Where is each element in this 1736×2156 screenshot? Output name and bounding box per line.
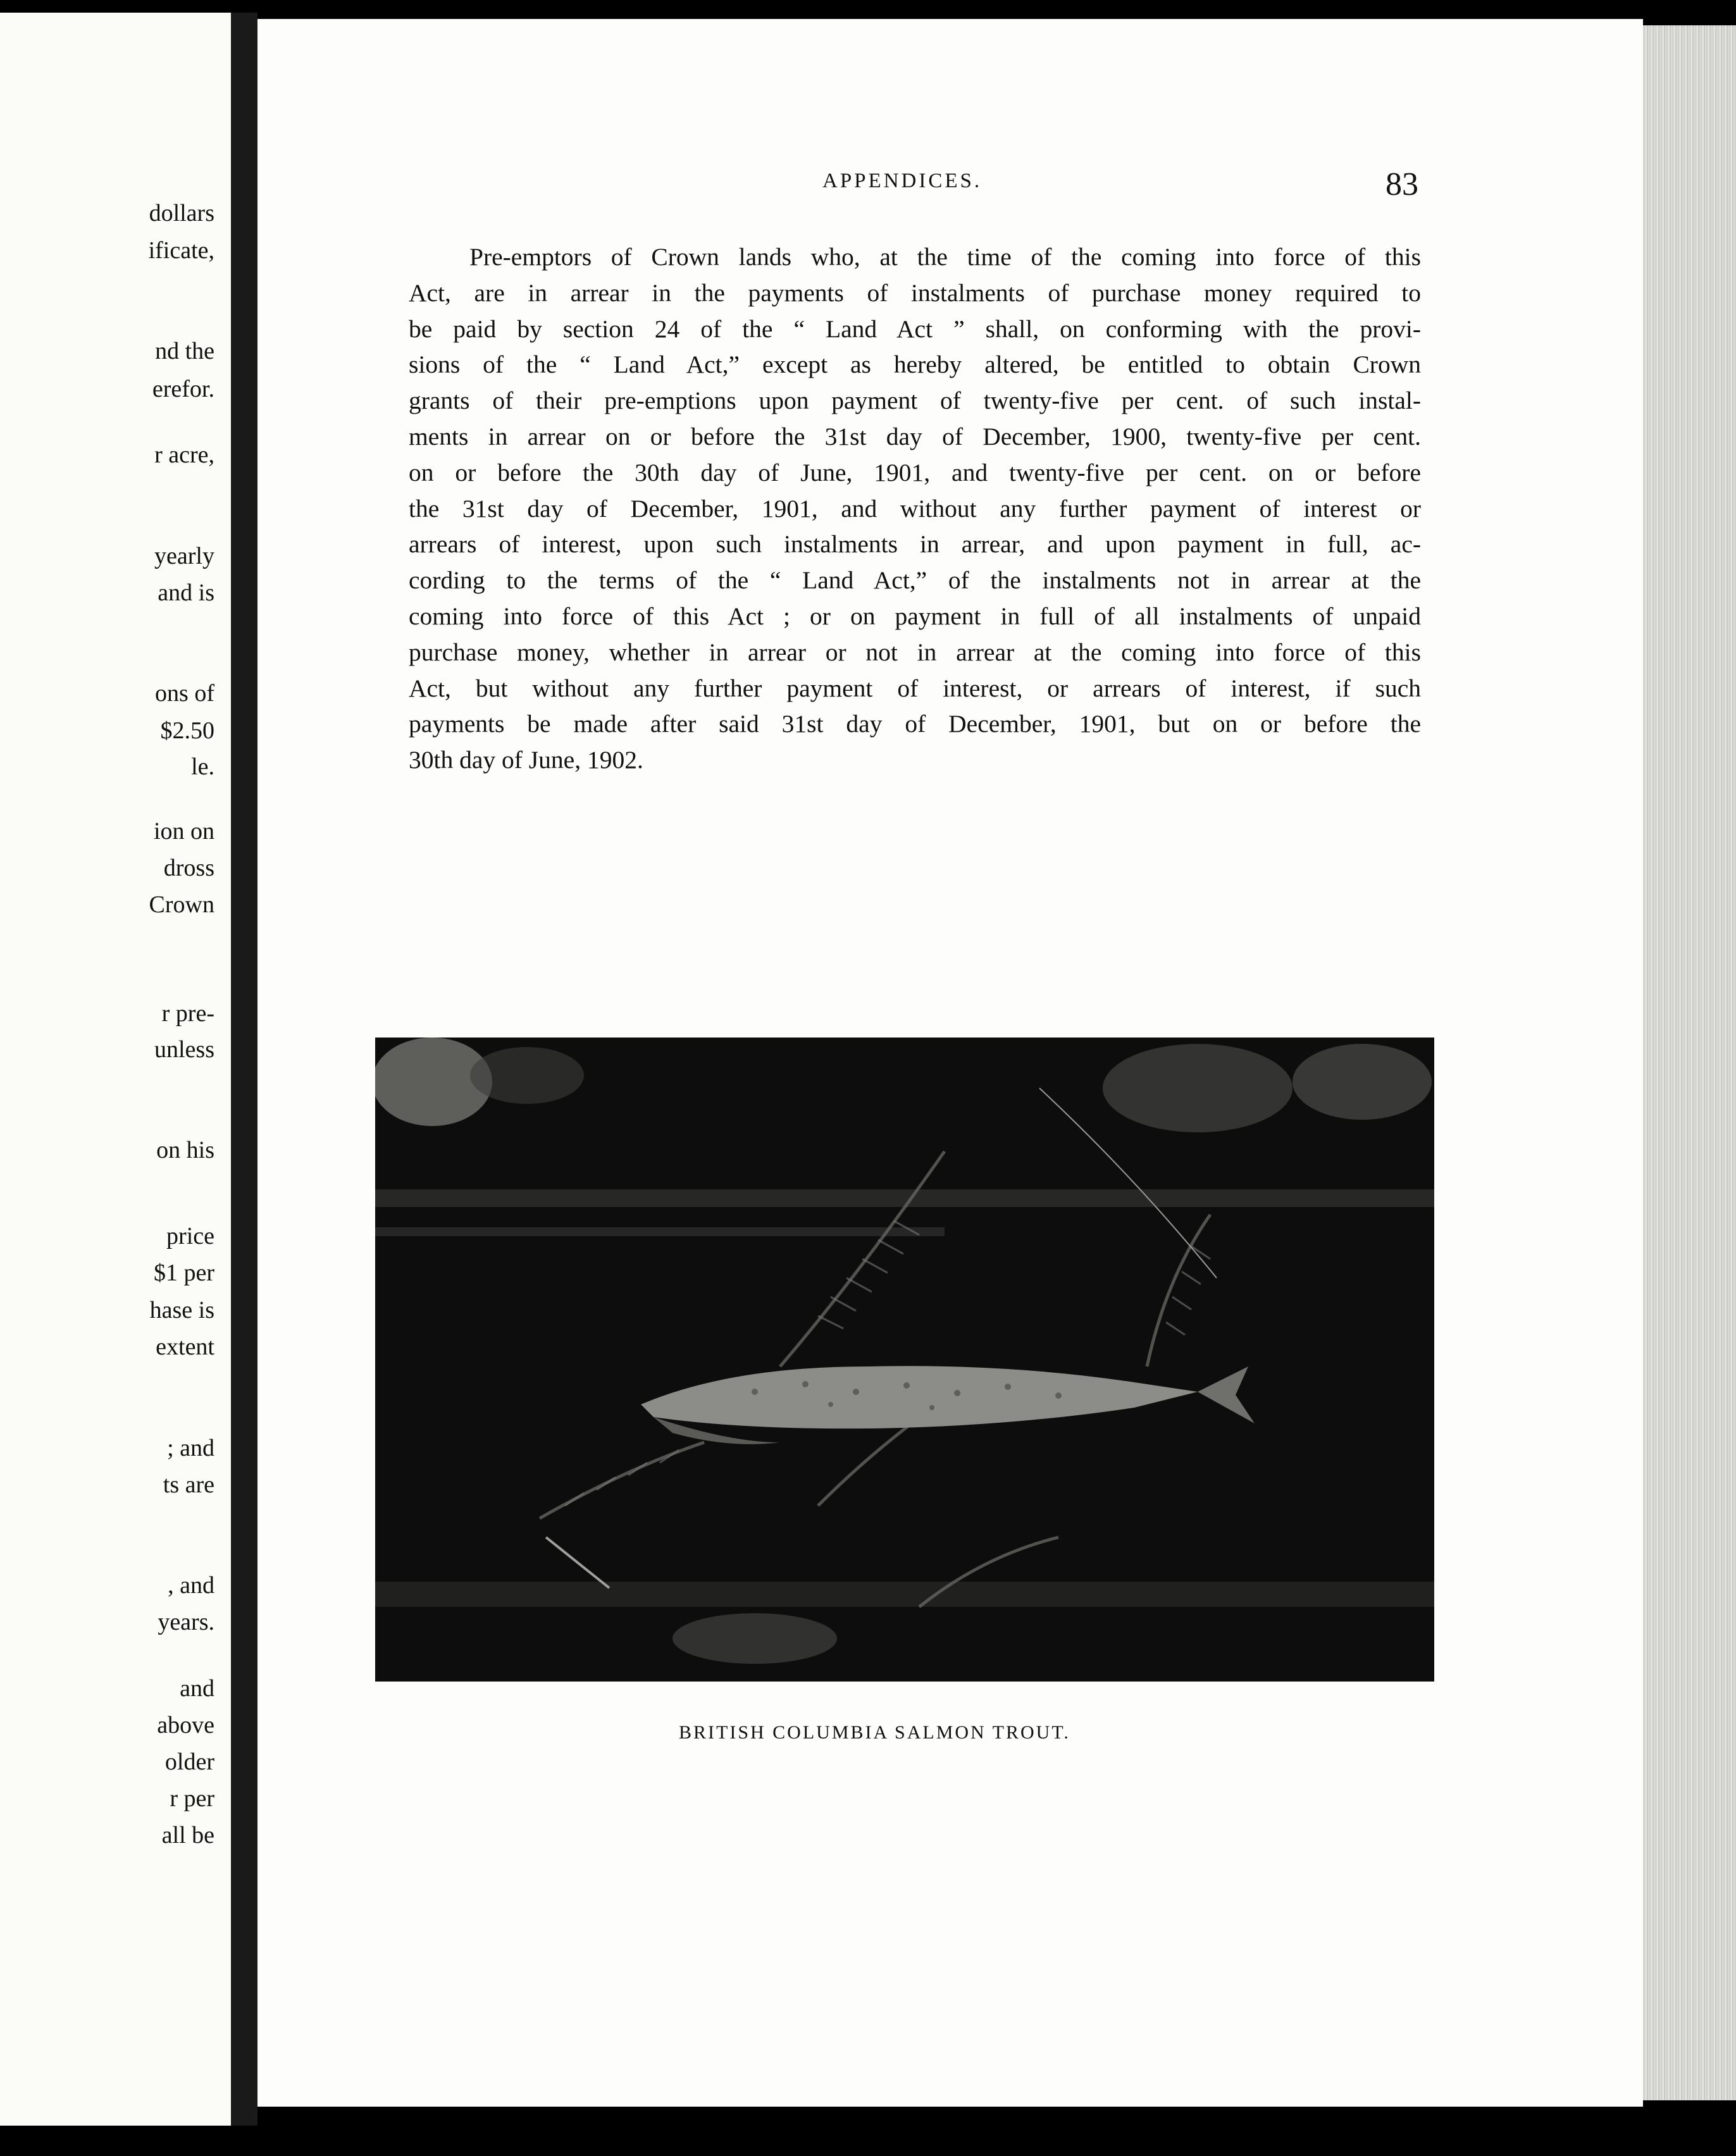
text-line: payments be made after said 31st day of December, 1901, but on or before the [409,710,1421,738]
text-line: sions of the “ Land Act,” except as hereby altered, be entitled to obtain Crown [409,350,1421,379]
book-spine [231,13,257,2126]
left-page-text-fragment: erefor. [152,376,214,402]
left-page-text-fragment: above [157,1712,214,1738]
left-page-text-fragment: years. [158,1609,214,1635]
running-head: APPENDICES. [822,170,983,192]
text-line: grants of their pre-emptions upon payment of twenty-five per cent. of such instal- [409,387,1421,415]
salmon-trout-photograph [375,1038,1434,1682]
text-line: cording to the terms of the “ Land Act,” of the instalments not in arrear at the [409,566,1421,595]
text-line: Pre-emptors of Crown lands who, at the time of the coming into force of this [469,243,1421,271]
left-page-text-fragment: ts are [163,1471,214,1498]
text-line: purchase money, whether in arrear or not in arrear at the coming into force of this [409,638,1421,666]
left-page-text-fragment: , and [168,1572,214,1599]
left-page-text-fragment: unless [154,1036,214,1063]
left-page-text-fragment: and [180,1675,214,1702]
left-page-text-fragment: dross [163,855,214,881]
left-page-text-fragment: le. [191,753,214,780]
left-page-text-fragment: dollars [149,200,214,226]
left-page-text-fragment: $1 per [153,1260,214,1286]
previous-page-fragment [0,13,231,2126]
page-edges [1643,25,1736,2100]
body-paragraph [409,239,1421,778]
text-line: ments in arrear on or before the 31st day of December, 1900, twenty-five per cent. [409,422,1421,450]
text-line: coming into force of this Act ; or on payment in full of all instalments of unpaid [409,602,1421,630]
left-page-text-fragment: ificate, [148,237,214,264]
left-page-text-fragment: nd the [155,338,214,364]
text-line: 30th day of June, 1902. [409,746,643,774]
text-line: Act, are in arrear in the payments of instalments of purchase money required to [409,278,1421,307]
text-line: Act, but without any further payment of interest, or arrears of interest, if such [409,674,1421,702]
left-page-text-fragment: $2.50 [160,717,214,744]
figure-caption: BRITISH COLUMBIA SALMON TROUT. [679,1722,1070,1743]
left-page-text-fragment: hase is [149,1297,214,1323]
left-page-text-fragment: extent [156,1334,214,1360]
left-page-text-fragment: r acre, [154,442,214,468]
left-page-text-fragment: ons of [155,680,214,707]
photo-illustration [375,1038,1434,1682]
left-page-text-fragment: and is [158,579,214,606]
text-line: arrears of interest, upon such instalments in arrear, and upon payment in full, ac- [409,530,1421,559]
left-page-text-fragment: ; and [167,1435,214,1461]
left-page-text-fragment: price [166,1223,214,1249]
text-line: the 31st day of December, 1901, and without any further payment of interest or [409,494,1421,523]
left-page-text-fragment: ion on [153,818,214,845]
left-page-text-fragment: older [164,1749,214,1775]
left-page-text-fragment: Crown [149,891,214,918]
left-page-text-fragment: on his [156,1137,214,1163]
left-page-text-fragment: yearly [154,543,214,569]
page-number: 83 [1386,166,1418,202]
left-page-text-fragment: r pre- [161,1000,214,1027]
text-line: be paid by section 24 of the “ Land Act ” shall, on conforming with the provi- [409,314,1421,343]
left-page-text-fragment: r per [170,1785,214,1812]
left-page-text-fragment: all be [161,1822,214,1849]
text-line: on or before the 30th day of June, 1901, and twenty-five per cent. on or before [409,458,1421,486]
